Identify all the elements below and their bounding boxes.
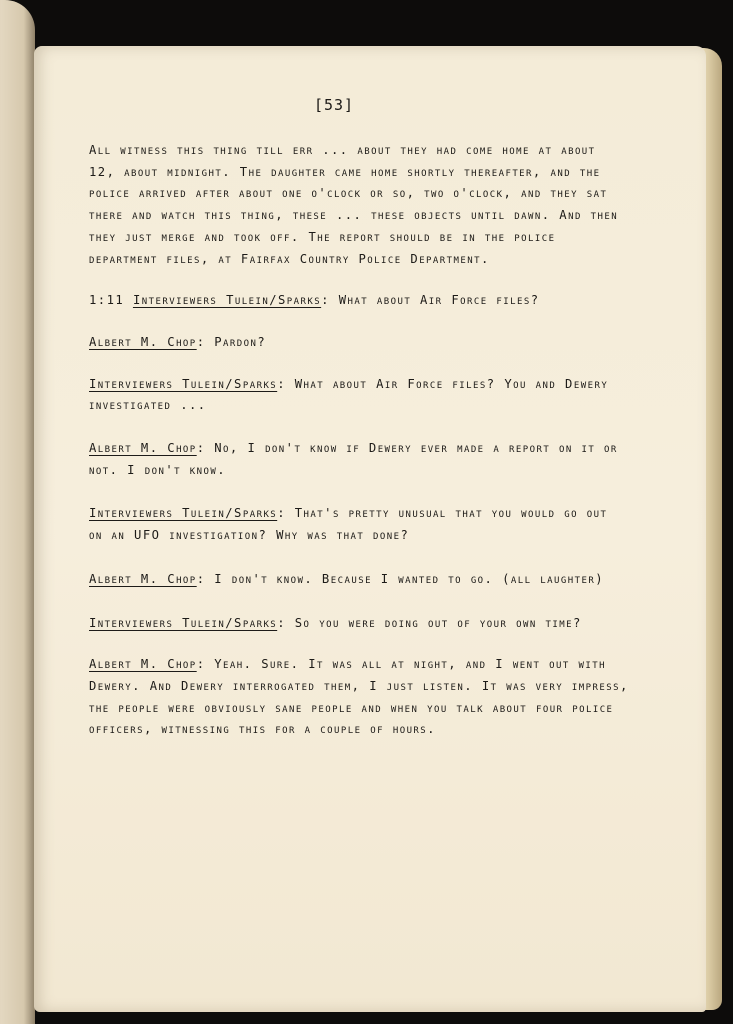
paragraph-1 xyxy=(89,140,629,270)
left-page-edge xyxy=(0,0,35,1024)
paragraph-9 xyxy=(89,654,629,741)
timestamp: 1:11 xyxy=(89,293,133,308)
document-page xyxy=(34,46,706,1012)
paragraph-5 xyxy=(89,438,629,481)
speaker-label: Interviewers Tulein/Sparks xyxy=(89,615,278,630)
paragraph-text: : I don't know. Because I wanted to go. (all laughter) xyxy=(196,571,605,586)
paragraph-2 xyxy=(89,290,629,312)
speaker-label: Interviewers Tulein/Sparks xyxy=(132,293,322,308)
speaker-label: Albert M. Chop xyxy=(89,334,197,349)
speaker-label: Albert M. Chop xyxy=(89,571,197,586)
transcript-body xyxy=(89,140,629,762)
speaker-label: Interviewers Tulein/Sparks xyxy=(89,506,278,521)
paragraph-text: : Pardon? xyxy=(196,334,267,349)
paragraph-text: : What about Air Force files? You and Dewery investigated ... xyxy=(89,376,609,413)
paragraph-4 xyxy=(89,374,629,417)
paragraph-7 xyxy=(89,569,629,591)
speaker-label: Albert M. Chop xyxy=(89,441,197,456)
paragraph-8 xyxy=(89,613,629,635)
speaker-label: Albert M. Chop xyxy=(89,657,197,672)
page-number: [53] xyxy=(313,96,355,114)
paragraph-3 xyxy=(89,332,629,354)
paragraph-6 xyxy=(89,503,629,546)
paragraph-text: : What about Air Force files? xyxy=(321,293,540,308)
paragraph-text: : That's pretty unusual that you would go out on an UFO investigation? Why was that done? xyxy=(89,506,608,543)
speaker-label: Interviewers Tulein/Sparks xyxy=(89,376,278,391)
paragraph-text: : Yeah. Sure. It was all at night, and I went out with Dewery. And Dewery interrogated them, I just listen. It was very impress, the people were obviously sane people and when you talk about four police officers, witnessing this for a couple of hours. xyxy=(89,657,629,737)
paragraph-text: : So you were doing out of your own time? xyxy=(277,615,582,630)
paragraph-text: : No, I don't know if Dewery ever made a report on it or not. I don't know. xyxy=(89,441,618,477)
paragraph-text: All witness this thing till err ... about they had come home at about 12, about midnight. The daughter came home shortly thereafter, and the police arrived after about one o'clock or so, two o'clock, and they sat there and watch this thing, these ... these objects until dawn. And then they just merge and took off. The report should be in the police department files, at Fairfax Country Police Department. xyxy=(89,143,619,266)
